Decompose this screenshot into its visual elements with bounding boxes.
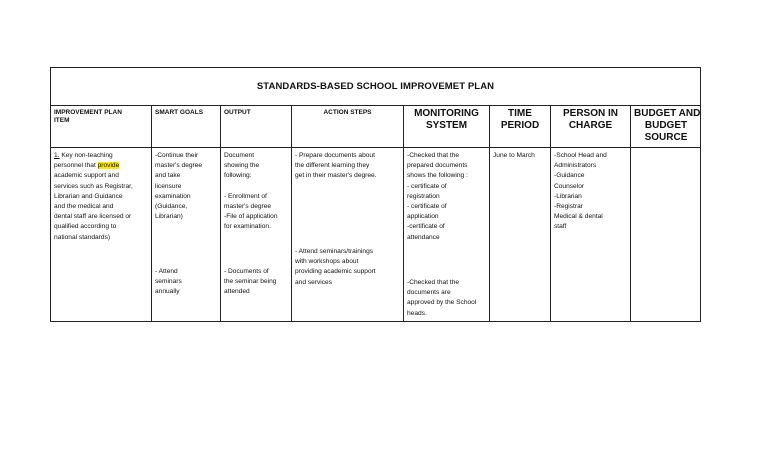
- item-number: 1.: [54, 152, 60, 159]
- cell-smart-goals: -Continue their master's degree and take licensure examination (Guidance, Librarian) - Attend seminars annually: [152, 148, 221, 321]
- header-action-steps: ACTION STEPS: [292, 106, 404, 147]
- header-budget-source: BUDGET AND BUDGET SOURCE: [634, 108, 701, 143]
- cell-output: Document showing the following: - Enrollment of master's degree -File of application for examination. - Documents of the seminar being attended: [221, 148, 292, 321]
- header-person-in-charge: PERSON IN CHARGE: [551, 106, 631, 147]
- action-seminar-block: - Attend seminars/trainings with workshops about providing academic support and services: [295, 248, 376, 286]
- body-row: [51, 148, 700, 321]
- header-smart-goals: SMART GOALS: [152, 106, 221, 147]
- monitoring-approval-block: -Checked that the documents are approved by the School heads.: [407, 279, 477, 317]
- plan-title: STANDARDS-BASED SCHOOL IMPROVEMET PLAN: [51, 68, 700, 106]
- cell-improvement-item: 1. Key non-teaching personnel that provide academic support and services such as Registrar, Librarian and Guidance and the medical and dental staff are licensed or qualified according to national standards): [51, 148, 152, 321]
- cell-monitoring-system: -Checked that the prepared documents shows the following : - certificate of registration - certificate of application -certificate of attendance -Checked that the documents are approved by the School heads.: [404, 148, 490, 321]
- header-output: OUTPUT: [221, 106, 292, 147]
- header-improvement-plan-item: IMPROVEMENT PLAN ITEM: [51, 106, 152, 147]
- cell-person-in-charge: -School Head and Administrators -Guidance Counselor -Librarian -Registrar Medical & dental staff: [551, 148, 631, 321]
- goals-seminar-block: - Attend seminars annually: [155, 268, 182, 296]
- cell-time-period: June to March: [490, 148, 551, 321]
- improvement-plan-table: [50, 67, 701, 322]
- highlighted-word: provide: [97, 162, 120, 170]
- cell-budget-source: [631, 148, 701, 321]
- output-seminar-block: - Documents of the seminar being attended: [224, 268, 277, 296]
- header-row: [51, 106, 700, 148]
- header-time-period: TIME PERIOD: [490, 106, 551, 147]
- cell-action-steps: - Prepare documents about the different learning they get in their master's degree. - Attend seminars/trainings with workshops about providing academic support and services: [292, 148, 404, 321]
- header-monitoring-system: MONITORING SYSTEM: [404, 106, 490, 147]
